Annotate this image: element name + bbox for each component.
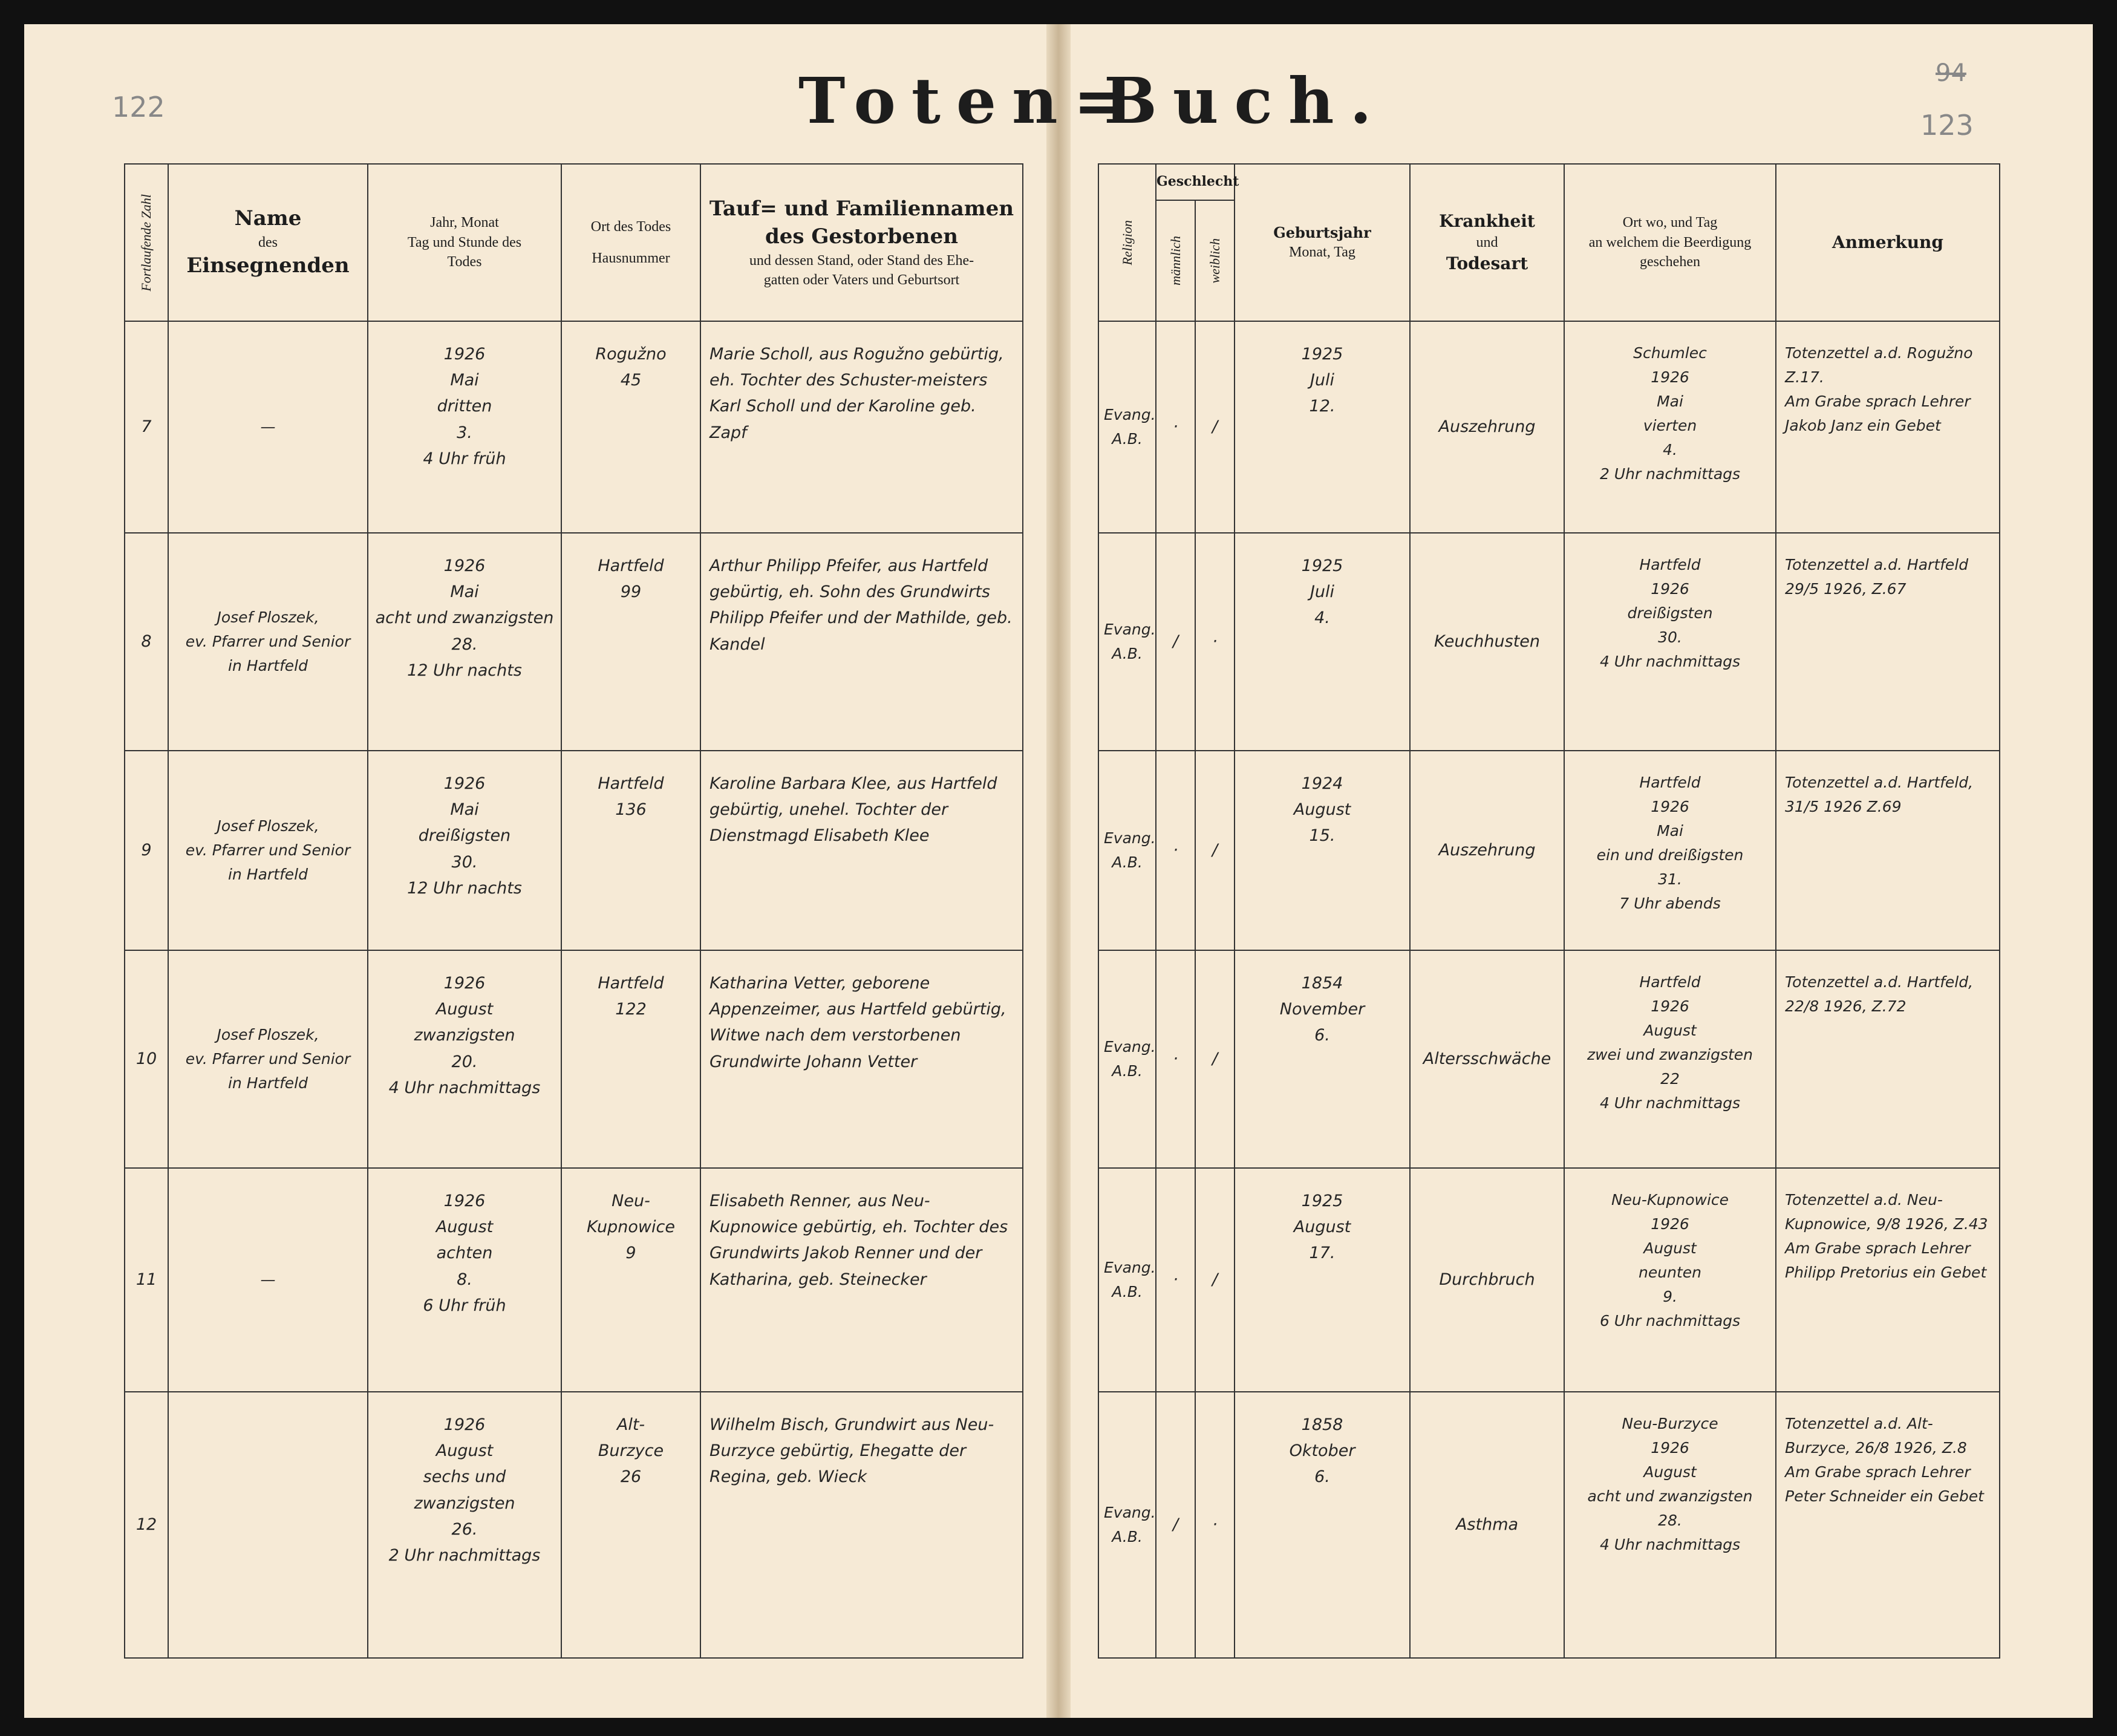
entry-maennlich: · xyxy=(1156,1168,1195,1392)
book-spine xyxy=(1046,24,1071,1718)
entry-religion: Evang. A.B. xyxy=(1098,321,1156,533)
right-register-table xyxy=(1098,163,2000,1659)
entry-geburt: 1924 August 15. xyxy=(1235,751,1410,950)
entry-row-left xyxy=(125,1168,1023,1392)
entry-geburt: 1925 Juli 12. xyxy=(1235,321,1410,533)
left-header-row xyxy=(125,164,1023,321)
right-page-number: 123 xyxy=(1920,109,1974,142)
header-krankheit: Krankheit und Todesart xyxy=(1410,164,1564,321)
entry-krankheit: Auszehrung xyxy=(1410,751,1564,950)
entry-name: Wilhelm Bisch, Grundwirt aus Neu-Burzyce gebürtig, Ehegatte der Regina, geb. Wieck xyxy=(700,1392,1023,1658)
header-datum: Jahr, Monat Tag und Stunde des Todes xyxy=(368,164,561,321)
entry-anmerkung: Totenzettel a.d. Hartfeld, 31/5 1926 Z.69 xyxy=(1776,751,2000,950)
entry-todesort: Hartfeld 136 xyxy=(561,751,700,950)
entry-krankheit: Auszehrung xyxy=(1410,321,1564,533)
entry-anmerkung: Totenzettel a.d. Neu-Kupnowice, 9/8 1926, Z.43 Am Grabe sprach Lehrer Philipp Pretorius ein Gebet xyxy=(1776,1168,2000,1392)
entry-religion: Evang. A.B. xyxy=(1098,533,1156,751)
title-left: Toten= xyxy=(798,64,1142,138)
entry-einsegnender: Josef Ploszek, ev. Pfarrer und Senior in Hartfeld xyxy=(168,533,368,751)
entry-name: Arthur Philipp Pfeifer, aus Hartfeld gebürtig, eh. Sohn des Grundwirts Philipp Pfeifer und der Mathilde, geb. Kandel xyxy=(700,533,1023,751)
header-weiblich: weiblich xyxy=(1195,200,1235,321)
entry-todesdatum: 1926 August sechs und zwanzigsten 26. 2 Uhr nachmittags xyxy=(368,1392,561,1658)
entry-row-right xyxy=(1098,1392,2000,1658)
entry-beerdigung: Schumlec 1926 Mai vierten 4. 2 Uhr nachmittags xyxy=(1564,321,1776,533)
right-header-row-1 xyxy=(1098,164,2000,200)
entry-todesdatum: 1926 August achten 8. 6 Uhr früh xyxy=(368,1168,561,1392)
entry-todesdatum: 1926 Mai dritten 3. 4 Uhr früh xyxy=(368,321,561,533)
entry-row-left xyxy=(125,1392,1023,1658)
entry-maennlich: / xyxy=(1156,533,1195,751)
entry-number: 8 xyxy=(125,533,168,751)
entry-row-left xyxy=(125,321,1023,533)
entry-name: Marie Scholl, aus Rogužno gebürtig, eh. Tochter des Schuster-meisters Karl Scholl und der Karoline geb. Zapf xyxy=(700,321,1023,533)
entry-maennlich: / xyxy=(1156,1392,1195,1658)
right-page-old-number: 94 xyxy=(1936,59,1966,87)
entry-row-left xyxy=(125,533,1023,751)
entry-religion: Evang. A.B. xyxy=(1098,1168,1156,1392)
entry-todesort: Neu- Kupnowice 9 xyxy=(561,1168,700,1392)
header-religion: Religion xyxy=(1098,164,1156,321)
entry-row-right xyxy=(1098,751,2000,950)
entry-row-right xyxy=(1098,950,2000,1168)
entry-anmerkung: Totenzettel a.d. Rogužno Z.17. Am Grabe sprach Lehrer Jakob Janz ein Gebet xyxy=(1776,321,2000,533)
entry-weiblich: / xyxy=(1195,321,1235,533)
header-anmerkung: Anmerkung xyxy=(1776,164,2000,321)
entry-todesdatum: 1926 August zwanzigsten 20. 4 Uhr nachmittags xyxy=(368,950,561,1168)
entry-geburt: 1854 November 6. xyxy=(1235,950,1410,1168)
entry-todesort: Rogužno 45 xyxy=(561,321,700,533)
entry-weiblich: / xyxy=(1195,751,1235,950)
entry-geburt: 1925 August 17. xyxy=(1235,1168,1410,1392)
entry-number: 10 xyxy=(125,950,168,1168)
header-maennlich: männlich xyxy=(1156,200,1195,321)
entry-row-right xyxy=(1098,533,2000,751)
entry-maennlich: · xyxy=(1156,321,1195,533)
header-name: Name des Einsegnenden xyxy=(168,164,368,321)
entry-row-left xyxy=(125,950,1023,1168)
left-page-number: 122 xyxy=(112,91,165,123)
entry-geburt: 1925 Juli 4. xyxy=(1235,533,1410,751)
entry-name: Elisabeth Renner, aus Neu-Kupnowice gebürtig, eh. Tochter des Grundwirts Jakob Renner und der Katharina, geb. Steinecker xyxy=(700,1168,1023,1392)
entry-einsegnender: — xyxy=(168,1168,368,1392)
entry-religion: Evang. A.B. xyxy=(1098,950,1156,1168)
header-lfd: Fortlaufende Zahl xyxy=(125,164,168,321)
entry-maennlich: · xyxy=(1156,950,1195,1168)
entry-religion: Evang. A.B. xyxy=(1098,1392,1156,1658)
entry-geburt: 1858 Oktober 6. xyxy=(1235,1392,1410,1658)
entry-krankheit: Durchbruch xyxy=(1410,1168,1564,1392)
entry-todesort: Hartfeld 122 xyxy=(561,950,700,1168)
entry-einsegnender: Josef Ploszek, ev. Pfarrer und Senior in Hartfeld xyxy=(168,751,368,950)
entry-beerdigung: Hartfeld 1926 dreißigsten 30. 4 Uhr nachmittags xyxy=(1564,533,1776,751)
entry-todesort: Alt- Burzyce 26 xyxy=(561,1392,700,1658)
entry-todesdatum: 1926 Mai dreißigsten 30. 12 Uhr nachts xyxy=(368,751,561,950)
entry-anmerkung: Totenzettel a.d. Alt-Burzyce, 26/8 1926, Z.8 Am Grabe sprach Lehrer Peter Schneider ein Gebet xyxy=(1776,1392,2000,1658)
entry-number: 12 xyxy=(125,1392,168,1658)
entry-krankheit: Altersschwäche xyxy=(1410,950,1564,1168)
header-geburt: Geburtsjahr Monat, Tag xyxy=(1235,164,1410,321)
entry-name: Katharina Vetter, geborene Appenzeimer, aus Hartfeld gebürtig, Witwe nach dem verstorbenen Grundwirte Johann Vetter xyxy=(700,950,1023,1168)
entry-weiblich: · xyxy=(1195,533,1235,751)
entry-todesdatum: 1926 Mai acht und zwanzigsten 28. 12 Uhr nachts xyxy=(368,533,561,751)
entry-religion: Evang. A.B. xyxy=(1098,751,1156,950)
header-geschlecht: Geschlecht xyxy=(1156,164,1235,200)
entry-weiblich: · xyxy=(1195,1392,1235,1658)
entry-number: 9 xyxy=(125,751,168,950)
entry-beerdigung: Hartfeld 1926 Mai ein und dreißigsten 31. 7 Uhr abends xyxy=(1564,751,1776,950)
header-beerdigung: Ort wo, und Tag an welchem die Beerdigung geschehen xyxy=(1564,164,1776,321)
entry-weiblich: / xyxy=(1195,1168,1235,1392)
entry-krankheit: Asthma xyxy=(1410,1392,1564,1658)
entry-einsegnender: — xyxy=(168,321,368,533)
entry-einsegnender: Josef Ploszek, ev. Pfarrer und Senior in Hartfeld xyxy=(168,950,368,1168)
entry-name: Karoline Barbara Klee, aus Hartfeld gebürtig, unehel. Tochter der Dienstmagd Elisabeth Klee xyxy=(700,751,1023,950)
entry-row-left xyxy=(125,751,1023,950)
title-right: Buch. xyxy=(1104,64,1388,138)
entry-anmerkung: Totenzettel a.d. Hartfeld, 22/8 1926, Z.72 xyxy=(1776,950,2000,1168)
left-register-table xyxy=(124,163,1023,1659)
entry-number: 7 xyxy=(125,321,168,533)
entry-krankheit: Keuchhusten xyxy=(1410,533,1564,751)
header-ort: Ort des Todes Hausnummer xyxy=(561,164,700,321)
entry-beerdigung: Neu-Kupnowice 1926 August neunten 9. 6 Uhr nachmittags xyxy=(1564,1168,1776,1392)
entry-beerdigung: Neu-Burzyce 1926 August acht und zwanzigsten 28. 4 Uhr nachmittags xyxy=(1564,1392,1776,1658)
entry-todesort: Hartfeld 99 xyxy=(561,533,700,751)
entry-row-right xyxy=(1098,321,2000,533)
header-taufname: Tauf= und Familiennamen des Gestorbenen und dessen Stand, oder Stand des Ehe- gatten oder Vaters und Geburtsort xyxy=(700,164,1023,321)
entry-row-right xyxy=(1098,1168,2000,1392)
entry-weiblich: / xyxy=(1195,950,1235,1168)
entry-number: 11 xyxy=(125,1168,168,1392)
entry-anmerkung: Totenzettel a.d. Hartfeld 29/5 1926, Z.67 xyxy=(1776,533,2000,751)
entry-beerdigung: Hartfeld 1926 August zwei und zwanzigsten 22 4 Uhr nachmittags xyxy=(1564,950,1776,1168)
entry-maennlich: · xyxy=(1156,751,1195,950)
entry-einsegnender xyxy=(168,1392,368,1658)
